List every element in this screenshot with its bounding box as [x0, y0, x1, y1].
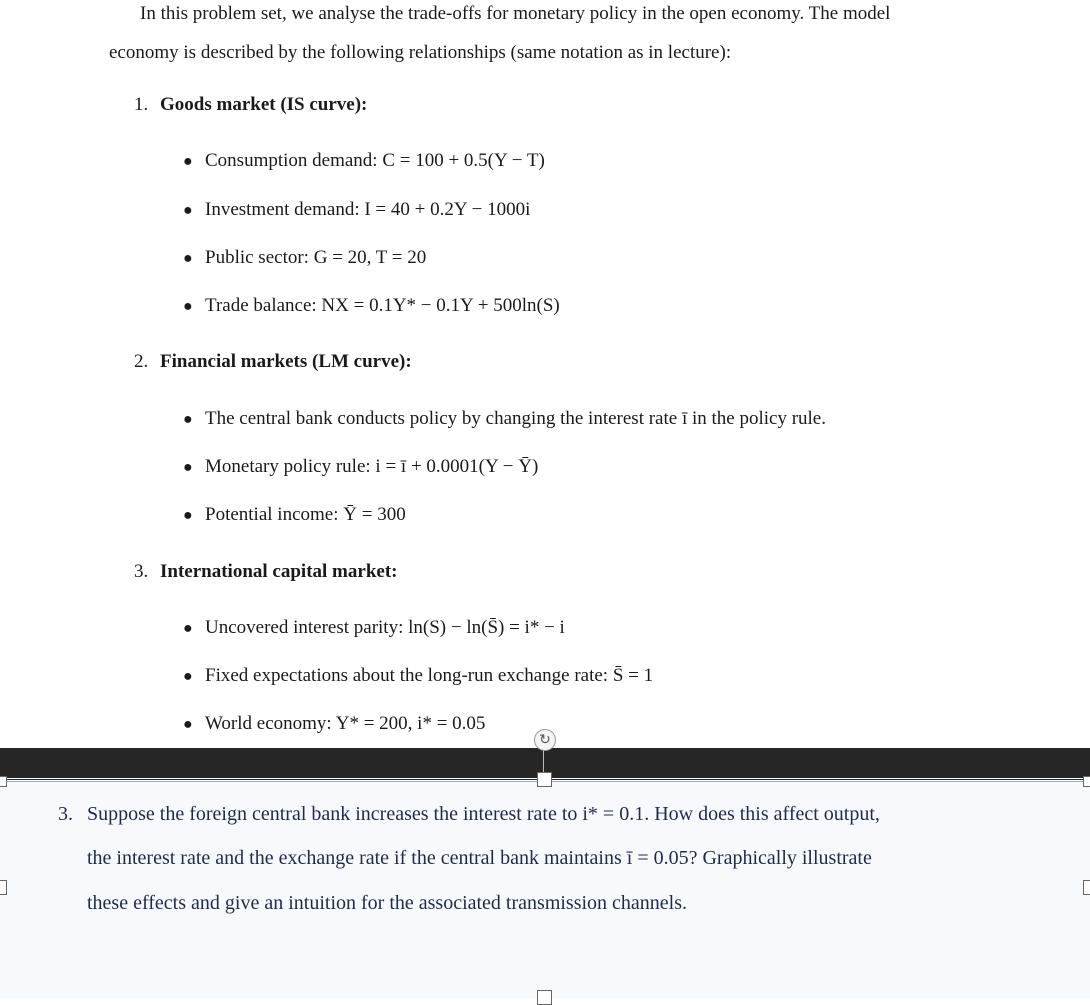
bullet-icon: ● [183, 507, 193, 524]
bullet-central-bank: ● The central bank conducts policy by changing the interest rate ī in the policy rule. [183, 408, 826, 429]
question-line-1: 3. Suppose the foreign central bank increases the interest rate to i* = 0.1. How does this affect output, [58, 803, 880, 825]
bullet-potential-income: ● Potential income: Ȳ = 300 [183, 504, 406, 525]
resize-handle-bottom[interactable] [537, 990, 552, 1005]
section-heading-financial-markets: 2. Financial markets (LM curve): [134, 351, 412, 372]
bullet-investment: ● Investment demand: I = 40 + 0.2Y − 1000i [183, 199, 531, 220]
bullet-world-economy: ● World economy: Y* = 200, i* = 0.05 [183, 713, 486, 734]
selected-question-region[interactable] [0, 781, 1090, 998]
intro-line-1: In this problem set, we analyse the trade-offs for monetary policy in the open economy. The model [140, 3, 891, 24]
bullet-consumption: ● Consumption demand: C = 100 + 0.5(Y − T) [183, 150, 545, 171]
bullet-icon: ● [183, 668, 193, 685]
bullet-trade-balance: ● Trade balance: NX = 0.1Y* − 0.1Y + 500ln(S) [183, 295, 560, 316]
resize-handle-left[interactable] [0, 880, 7, 895]
bullet-icon: ● [183, 298, 193, 315]
resize-handle-top[interactable] [537, 772, 552, 787]
resize-handle-top-right[interactable] [1083, 776, 1090, 787]
question-line-3: these effects and give an intuition for the associated transmission channels. [87, 892, 688, 914]
bullet-icon: ● [183, 250, 193, 267]
resize-handle-right[interactable] [1083, 880, 1090, 895]
rotate-handle-stem [543, 749, 544, 773]
bullet-icon: ● [183, 411, 193, 428]
intro-line-2: economy is described by the following relationships (same notation as in lecture): [109, 42, 732, 63]
bullet-public-sector: ● Public sector: G = 20, T = 20 [183, 247, 427, 268]
resize-handle-top-left[interactable] [0, 776, 7, 787]
section-heading-goods-market: 1. Goods market (IS curve): [134, 94, 368, 115]
bullet-icon: ● [183, 153, 193, 170]
bullet-icon: ● [183, 716, 193, 733]
bullet-exchange-rate-expectations: ● Fixed expectations about the long-run exchange rate: S̄ = 1 [183, 665, 654, 686]
bullet-icon: ● [183, 202, 193, 219]
question-line-2: the interest rate and the exchange rate if the central bank maintains ī = 0.05? Graphically illustrate [87, 847, 872, 869]
bullet-policy-rule: ● Monetary policy rule: i = ī + 0.0001(Y − Ȳ) [183, 456, 539, 477]
section-heading-capital-market: 3. International capital market: [134, 561, 398, 582]
bullet-uip: ● Uncovered interest parity: ln(S) − ln(S̄) = i* − i [183, 617, 565, 638]
bullet-icon: ● [183, 459, 193, 476]
rotate-icon[interactable]: ↻ [534, 729, 556, 751]
bullet-icon: ● [183, 620, 193, 637]
